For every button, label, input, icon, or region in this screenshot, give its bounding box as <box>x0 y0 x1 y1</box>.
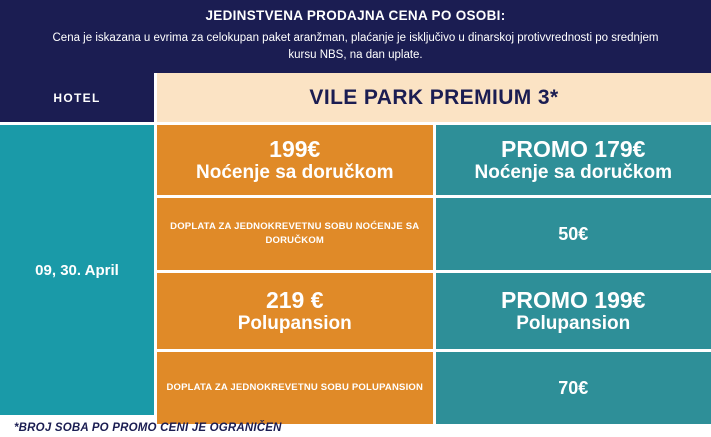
rates-grid <box>157 125 711 415</box>
supplement-price-bb: 50€ <box>558 223 589 244</box>
promo-label-hb: Polupansion <box>516 313 631 335</box>
supplement-text-hb: DOPLATA ZA JEDNOKREVETNU SOBU POLUPANSION <box>166 382 424 394</box>
regular-label-hb: Polupansion <box>237 313 352 335</box>
promo-price-bb: PROMO 179€ <box>501 135 646 162</box>
regular-price-bb: 199€ <box>269 135 321 162</box>
supplement-price-cell-bb <box>436 198 711 270</box>
supplement-price-hb: 70€ <box>558 377 589 398</box>
table-body <box>0 125 711 415</box>
header-band <box>0 0 711 73</box>
regular-label-bb: Noćenje sa doručkom <box>196 162 394 184</box>
header-title: JEDINSTVENA PRODAJNA CENA PO OSOBI: <box>205 8 506 23</box>
regular-price-hb: 219 € <box>265 286 324 313</box>
promo-price-hb: PROMO 199€ <box>501 286 646 313</box>
supplement-text-bb: DOPLATA ZA JEDNOKREVETNU SOBU NOĆENJE SA DORUČKOM <box>170 221 420 247</box>
date-cell: 09, 30. April <box>0 125 157 415</box>
rate-cell-promo-bb <box>436 125 711 195</box>
promo-label-bb: Noćenje sa doručkom <box>474 162 672 184</box>
rate-cell-regular-hb <box>157 273 433 349</box>
hotel-name: VILE PARK PREMIUM 3* <box>157 73 711 122</box>
rate-cell-promo-hb <box>436 273 711 349</box>
footer-note: *BROJ SOBA PO PROMO CENI JE OGRANIČEN <box>14 422 282 435</box>
supplement-label-hb <box>157 352 433 424</box>
hotel-column-header: HOTEL <box>0 73 157 122</box>
rate-cell-regular-bb <box>157 125 433 195</box>
header-subtitle: Cena je iskazana u evrima za celokupan paket aranžman, plaćanje je isključivo u dinarskoj protivvrednosti po srednjem kursu NBS, na dan uplate. <box>52 32 659 61</box>
supplement-price-cell-hb <box>436 352 711 424</box>
table-title-row <box>0 73 711 125</box>
supplement-label-bb <box>157 198 433 270</box>
